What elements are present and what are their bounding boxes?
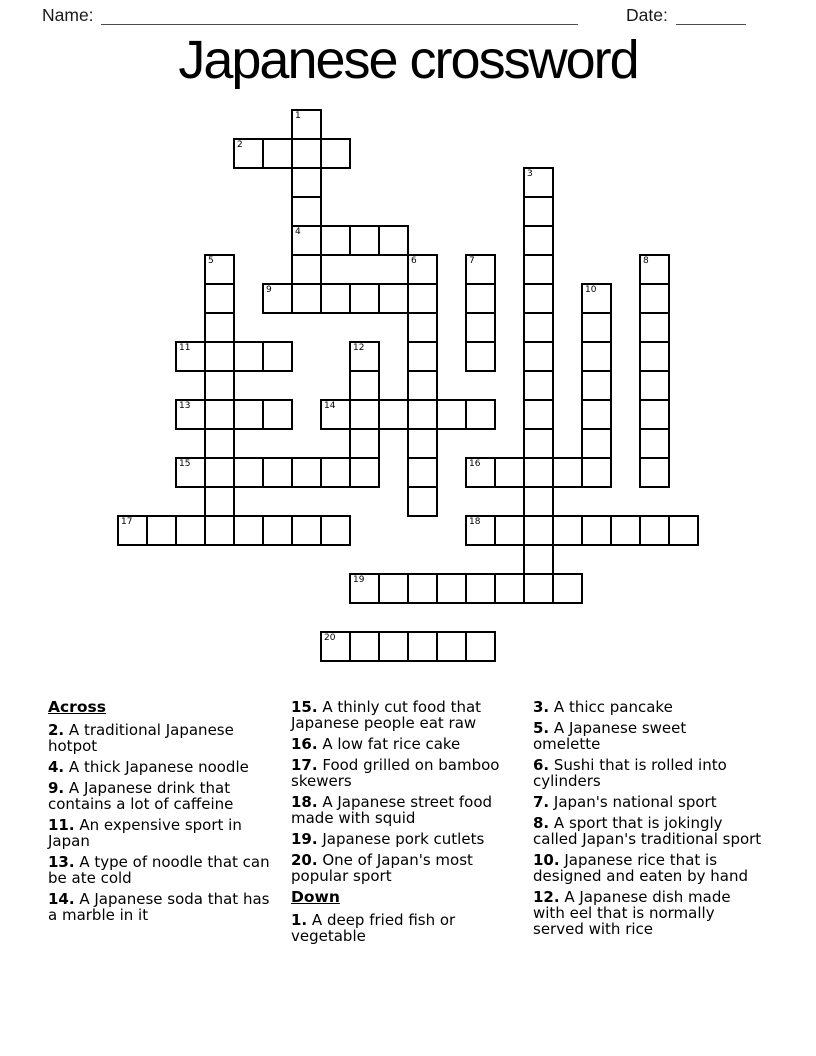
clue-7 (533, 794, 793, 810)
crossword-cell[interactable] (523, 312, 554, 343)
clue-9 (48, 780, 288, 812)
crossword-cell[interactable] (204, 283, 235, 314)
clue-13 (48, 854, 288, 886)
clue-4 (48, 759, 288, 775)
clues-heading-down: Down (291, 888, 340, 906)
clue-number: 16. (291, 735, 318, 753)
grid-number-10: 10 (585, 285, 597, 295)
clue-text-line: 1. A deep fried fish or (291, 911, 456, 929)
crossword-cell[interactable] (378, 631, 409, 662)
crossword-cell[interactable] (523, 341, 554, 372)
clue-text-line: 18. A Japanese street food (291, 793, 493, 811)
crossword-cell[interactable] (465, 631, 496, 662)
crossword-cell[interactable] (581, 399, 612, 430)
clue-11 (48, 817, 288, 849)
crossword-cell[interactable] (320, 283, 351, 314)
grid-number-8: 8 (643, 256, 649, 266)
crossword-cell[interactable] (320, 225, 351, 256)
crossword-cell[interactable] (291, 515, 322, 546)
crossword-cell[interactable] (581, 312, 612, 343)
clue-number: 10. (533, 851, 560, 869)
clue-5 (533, 720, 793, 752)
clue-10 (533, 852, 793, 884)
clues-column-1 (48, 699, 288, 928)
crossword-cell[interactable] (436, 631, 467, 662)
crossword-cell[interactable] (639, 341, 670, 372)
clues-column-3 (533, 699, 793, 942)
grid-number-9: 9 (266, 285, 272, 295)
clue-text-line: with eel that is normally (533, 904, 715, 922)
crossword-cell[interactable] (581, 341, 612, 372)
crossword-cell[interactable] (204, 515, 235, 546)
crossword-cell[interactable] (523, 196, 554, 227)
crossword-cell[interactable] (581, 457, 612, 488)
crossword-cell[interactable] (204, 457, 235, 488)
crossword-cell[interactable] (349, 370, 380, 401)
crossword-cell[interactable] (204, 486, 235, 517)
clue-16 (291, 736, 529, 752)
crossword-cell[interactable] (494, 457, 525, 488)
clue-6 (533, 757, 793, 789)
grid-number-14: 14 (324, 401, 336, 411)
crossword-cell[interactable] (523, 399, 554, 430)
clue-14 (48, 891, 288, 923)
clue-text-line: served with rice (533, 920, 654, 938)
clue-text-line: vegetable (291, 927, 366, 945)
crossword-cell[interactable] (639, 428, 670, 459)
clues-column-2 (291, 699, 529, 949)
crossword-cell[interactable] (262, 138, 293, 169)
clue-number: 5. (533, 719, 550, 737)
crossword-cell[interactable] (262, 341, 293, 372)
clue-number: 8. (533, 814, 550, 832)
clue-20 (291, 852, 529, 884)
crossword-cell[interactable] (465, 283, 496, 314)
grid-number-17: 17 (121, 517, 133, 527)
grid-number-16: 16 (469, 459, 481, 469)
crossword-cell[interactable] (349, 399, 380, 430)
crossword-cell[interactable] (436, 399, 467, 430)
clue-number: 1. (291, 911, 308, 929)
clue-text-line: 19. Japanese pork cutlets (291, 830, 485, 848)
clue-number: 14. (48, 890, 75, 908)
grid-number-11: 11 (179, 343, 191, 353)
crossword-cell[interactable] (407, 370, 438, 401)
crossword-cell[interactable] (523, 573, 554, 604)
crossword-cell[interactable] (523, 370, 554, 401)
clue-number: 9. (48, 779, 65, 797)
crossword-cell[interactable] (233, 399, 264, 430)
crossword-cell[interactable] (494, 573, 525, 604)
crossword-cell[interactable] (552, 515, 583, 546)
grid-number-13: 13 (179, 401, 191, 411)
clue-number: 19. (291, 830, 318, 848)
crossword-cell[interactable] (378, 573, 409, 604)
clue-15 (291, 699, 529, 731)
date-label: Date: (626, 5, 668, 25)
clue-text-line: be ate cold (48, 869, 132, 887)
crossword-cell[interactable] (262, 457, 293, 488)
clue-text-line: 13. A type of noodle that can (48, 853, 270, 871)
clue-text-line: 20. One of Japan's most (291, 851, 473, 869)
grid-number-12: 12 (353, 343, 365, 353)
crossword-cell[interactable] (523, 428, 554, 459)
crossword-cell[interactable] (523, 225, 554, 256)
crossword-cell[interactable] (320, 457, 351, 488)
crossword-cell[interactable] (407, 312, 438, 343)
crossword-cell[interactable] (523, 283, 554, 314)
clue-text-line: 11. An expensive sport in (48, 816, 242, 834)
grid-number-19: 19 (353, 575, 365, 585)
crossword-cell[interactable] (407, 399, 438, 430)
clue-number: 11. (48, 816, 75, 834)
crossword-cell[interactable] (523, 515, 554, 546)
crossword-cell[interactable] (320, 138, 351, 169)
crossword-cell[interactable] (349, 225, 380, 256)
crossword-cell[interactable] (639, 312, 670, 343)
clue-text-line: omelette (533, 735, 601, 753)
crossword-cell[interactable] (668, 515, 699, 546)
crossword-cell[interactable] (639, 399, 670, 430)
clue-text-line: 10. Japanese rice that is (533, 851, 718, 869)
grid-number-20: 20 (324, 633, 336, 643)
clue-text-line: 3. A thicc pancake (533, 698, 673, 716)
clue-12 (533, 889, 793, 937)
clue-text-line: 4. A thick Japanese noodle (48, 758, 249, 776)
clue-text-line: 5. A Japanese sweet (533, 719, 687, 737)
crossword-cell[interactable] (291, 254, 322, 285)
crossword-cell[interactable] (349, 428, 380, 459)
clue-number: 4. (48, 758, 65, 776)
clue-text-line: designed and eaten by hand (533, 867, 748, 885)
clue-number: 20. (291, 851, 318, 869)
crossword-cell[interactable] (204, 399, 235, 430)
crossword-cell[interactable] (436, 573, 467, 604)
crossword-cell[interactable] (523, 254, 554, 285)
crossword-cell[interactable] (146, 515, 177, 546)
clue-8 (533, 815, 793, 847)
crossword-cell[interactable] (233, 515, 264, 546)
grid-number-5: 5 (208, 256, 214, 266)
clue-number: 7. (533, 793, 550, 811)
crossword-cell[interactable] (291, 138, 322, 169)
clue-text-line: 12. A Japanese dish made (533, 888, 731, 906)
crossword-cell[interactable] (204, 428, 235, 459)
crossword-cell[interactable] (523, 544, 554, 575)
crossword-cell[interactable] (639, 283, 670, 314)
crossword-cell[interactable] (552, 573, 583, 604)
crossword-cell[interactable] (262, 399, 293, 430)
clue-17 (291, 757, 529, 789)
clue-2 (48, 722, 288, 754)
clue-1 (291, 912, 529, 944)
crossword-cell[interactable] (407, 457, 438, 488)
clue-text-line: contains a lot of caffeine (48, 795, 234, 813)
grid-number-7: 7 (469, 256, 475, 266)
crossword-cell[interactable] (639, 515, 670, 546)
clue-text-line: cylinders (533, 772, 601, 790)
clue-text-line: 14. A Japanese soda that has (48, 890, 270, 908)
grid-number-1: 1 (295, 111, 301, 121)
clues-heading-across: Across (48, 698, 106, 716)
clue-text-line: a marble in it (48, 906, 149, 924)
clue-number: 3. (533, 698, 550, 716)
crossword-cell[interactable] (581, 428, 612, 459)
crossword-cell[interactable] (291, 283, 322, 314)
crossword-cell[interactable] (465, 341, 496, 372)
clue-text-line: 6. Sushi that is rolled into (533, 756, 727, 774)
crossword-cell[interactable] (204, 370, 235, 401)
clue-text-line: made with squid (291, 809, 416, 827)
clue-text-line: popular sport (291, 867, 392, 885)
crossword-cell[interactable] (291, 196, 322, 227)
crossword-cell[interactable] (407, 631, 438, 662)
crossword-cell[interactable] (465, 573, 496, 604)
crossword-cell[interactable] (349, 457, 380, 488)
grid-number-2: 2 (237, 140, 243, 150)
clue-text-line: skewers (291, 772, 352, 790)
clue-number: 6. (533, 756, 550, 774)
crossword-cell[interactable] (291, 167, 322, 198)
crossword-cell[interactable] (581, 515, 612, 546)
crossword-cell[interactable] (552, 457, 583, 488)
grid-number-6: 6 (411, 256, 417, 266)
crossword-cell[interactable] (175, 515, 206, 546)
crossword-cell[interactable] (349, 631, 380, 662)
clue-text-line: 17. Food grilled on bamboo (291, 756, 500, 774)
crossword-cell[interactable] (610, 515, 641, 546)
crossword-cell[interactable] (639, 457, 670, 488)
clue-text-line: 7. Japan's national sport (533, 793, 717, 811)
crossword-cell[interactable] (639, 370, 670, 401)
crossword-cell[interactable] (378, 399, 409, 430)
crossword-cell[interactable] (320, 515, 351, 546)
crossword-cell[interactable] (378, 225, 409, 256)
clue-text-line: 9. A Japanese drink that (48, 779, 231, 797)
crossword-cell[interactable] (407, 283, 438, 314)
crossword-cell[interactable] (204, 341, 235, 372)
clue-number: 2. (48, 721, 65, 739)
clue-text-line: 16. A low fat rice cake (291, 735, 461, 753)
crossword-cell[interactable] (465, 399, 496, 430)
grid-number-18: 18 (469, 517, 481, 527)
page-title: Japanese crossword (178, 30, 638, 90)
crossword-cell[interactable] (494, 515, 525, 546)
clue-number: 18. (291, 793, 318, 811)
crossword-cell[interactable] (349, 283, 380, 314)
crossword-cell[interactable] (523, 457, 554, 488)
crossword-cell[interactable] (233, 341, 264, 372)
clue-text-line: 2. A traditional Japanese (48, 721, 234, 739)
name-label: Name: (42, 5, 94, 25)
crossword-cell[interactable] (581, 370, 612, 401)
clue-19 (291, 831, 529, 847)
crossword-cell[interactable] (204, 312, 235, 343)
grid-number-15: 15 (179, 459, 191, 469)
clue-number: 13. (48, 853, 75, 871)
grid-number-3: 3 (527, 169, 533, 179)
crossword-cell[interactable] (523, 486, 554, 517)
clue-3 (533, 699, 793, 715)
clue-text-line: 8. A sport that is jokingly (533, 814, 723, 832)
crossword-cell[interactable] (407, 428, 438, 459)
clue-text-line: called Japan's traditional sport (533, 830, 762, 848)
clue-text-line: 15. A thinly cut food that (291, 698, 482, 716)
clue-number: 15. (291, 698, 318, 716)
crossword-cell[interactable] (407, 341, 438, 372)
clue-number: 17. (291, 756, 318, 774)
clue-text-line: hotpot (48, 737, 98, 755)
crossword-cell[interactable] (407, 573, 438, 604)
clue-number: 12. (533, 888, 560, 906)
crossword-cell[interactable] (233, 457, 264, 488)
crossword-cell[interactable] (262, 515, 293, 546)
crossword-cell[interactable] (378, 283, 409, 314)
clue-18 (291, 794, 529, 826)
crossword-cell[interactable] (291, 457, 322, 488)
crossword-cell[interactable] (407, 486, 438, 517)
crossword-cell[interactable] (465, 312, 496, 343)
clue-text-line: Japan (48, 832, 90, 850)
grid-number-4: 4 (295, 227, 301, 237)
clue-text-line: Japanese people eat raw (291, 714, 477, 732)
